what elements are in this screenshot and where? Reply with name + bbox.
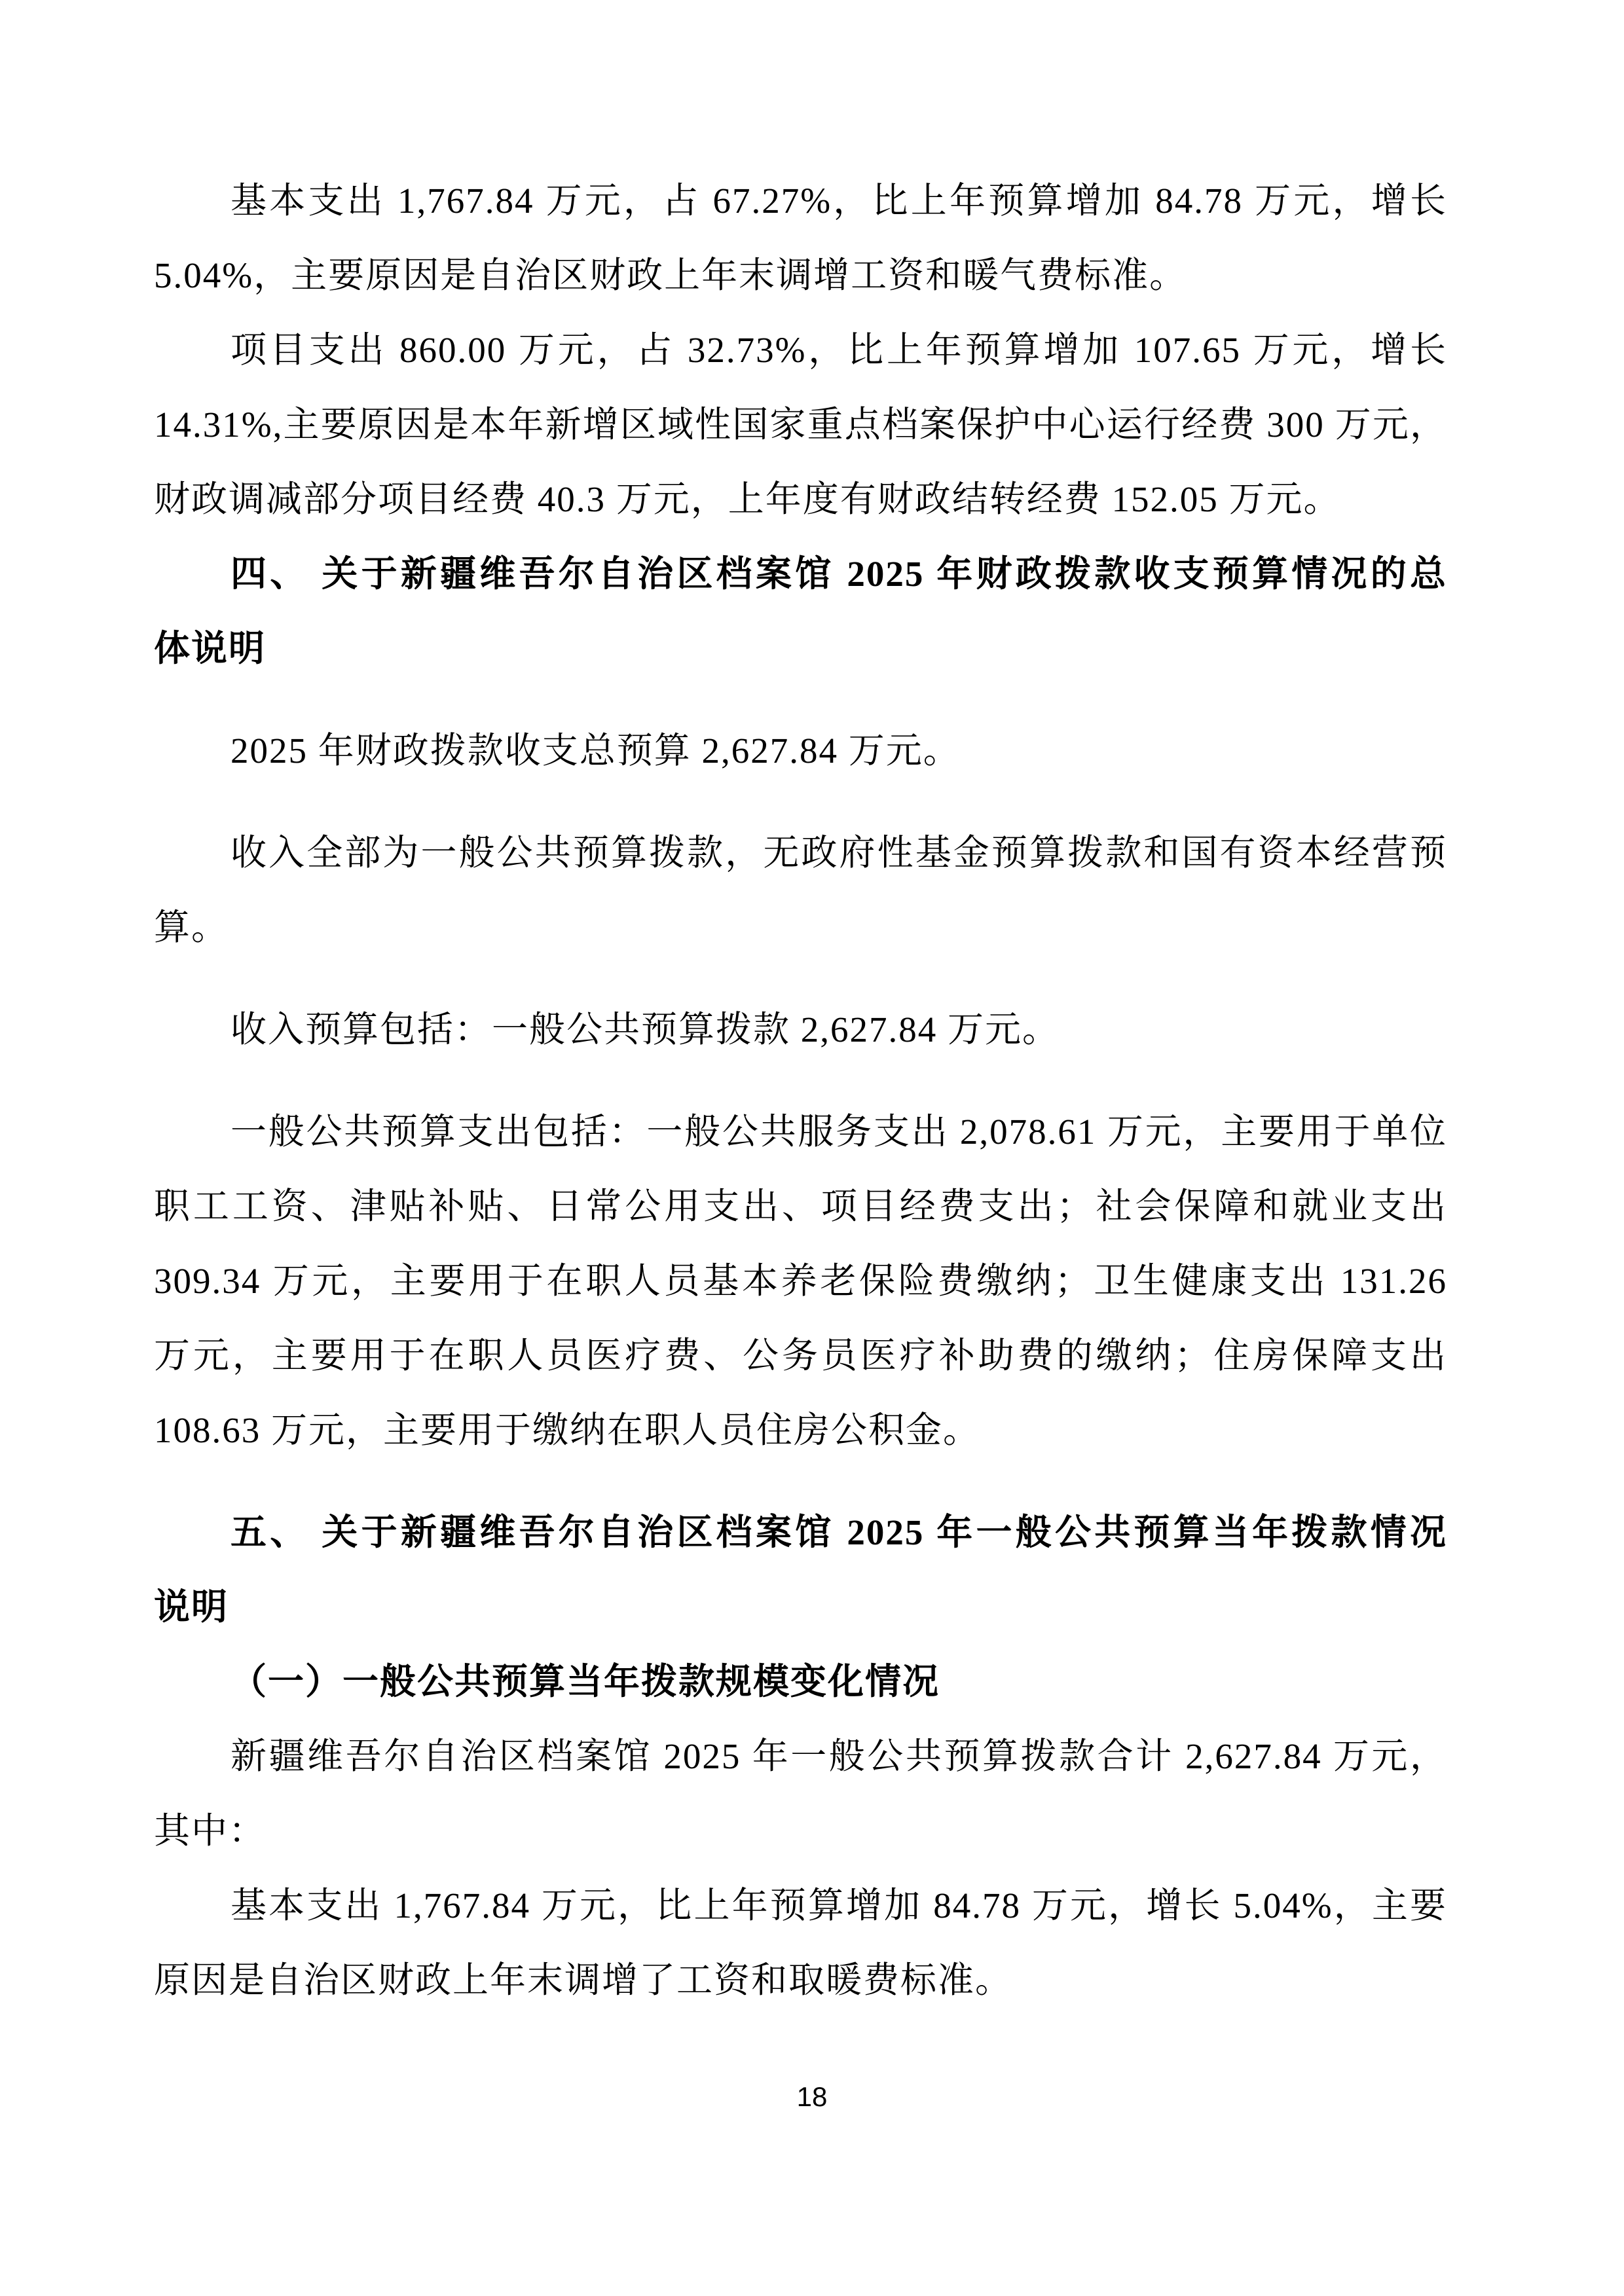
text-line: 职工工资、津贴补贴、日常公用支出、项目经费支出；社会保障和就业支出: [154, 1186, 1447, 1226]
heading-section-four: [154, 537, 1447, 686]
heading-line: 体说明: [154, 629, 267, 668]
para-income-source: [154, 816, 1447, 965]
text-line: 其中：: [154, 1811, 267, 1851]
text-line: 财政调减部分项目经费 40.3 万元，上年度有财政结转经费 152.05 万元。: [154, 479, 1341, 519]
heading-subsection-one: [154, 1645, 1447, 1719]
heading-line: （一）一般公共预算当年拨款规模变化情况: [231, 1662, 940, 1702]
para-basic-expense-change: [154, 1868, 1447, 2018]
heading-line: 四、 关于新疆维吾尔自治区档案馆 2025 年财政拨款收支预算情况的总: [231, 554, 1447, 594]
text-line: 309.34 万元，主要用于在职人员基本养老保险费缴纳；卫生健康支出 131.26: [154, 1261, 1447, 1301]
para-appropriation-total: [154, 1719, 1447, 1868]
page-number: 18: [796, 2081, 828, 2112]
para-income-budget: [154, 993, 1447, 1067]
text-line: 5.04%，主要原因是自治区财政上年末调增工资和暖气费标准。: [154, 255, 1187, 295]
text-line: 2025 年财政拨款收支总预算 2,627.84 万元。: [231, 731, 961, 771]
heading-line: 五、 关于新疆维吾尔自治区档案馆 2025 年一般公共预算当年拨款情况: [231, 1512, 1447, 1552]
text-line: 项目支出 860.00 万元，占 32.73%，比上年预算增加 107.65 万元，增长: [231, 330, 1447, 370]
text-line: 基本支出 1,767.84 万元，占 67.27%，比上年预算增加 84.78 万元，增长: [231, 181, 1447, 221]
text-line: 一般公共预算支出包括：一般公共服务支出 2,078.61 万元，主要用于单位: [231, 1112, 1447, 1152]
text-line: 原因是自治区财政上年末调增了工资和取暖费标准。: [154, 1960, 1013, 2000]
text-line: 算。: [154, 907, 229, 947]
para-basic-expense: [154, 164, 1447, 313]
text-line: 收入预算包括：一般公共预算拨款 2,627.84 万元。: [231, 1010, 1060, 1049]
text-line: 108.63 万元，主要用于缴纳在职人员住房公积金。: [154, 1410, 981, 1450]
document-body: [154, 164, 1447, 2018]
text-line: 收入全部为一般公共预算拨款，无政府性基金预算拨款和国有资本经营预: [231, 833, 1447, 873]
heading-section-five: [154, 1495, 1447, 1645]
text-line: 万元，主要用于在职人员医疗费、公务员医疗补助费的缴纳；住房保障支出: [154, 1336, 1447, 1376]
text-line: 新疆维吾尔自治区档案馆 2025 年一般公共预算拨款合计 2,627.84 万元，: [231, 1736, 1447, 1776]
text-line: 14.31%,主要原因是本年新增区域性国家重点档案保护中心运行经费 300 万元，: [154, 405, 1447, 445]
para-general-public-expense: [154, 1095, 1447, 1468]
text-line: 基本支出 1,767.84 万元，比上年预算增加 84.78 万元，增长 5.04%，主要: [231, 1886, 1447, 1925]
heading-line: 说明: [154, 1587, 229, 1627]
para-total-fiscal-budget: [154, 714, 1447, 788]
para-project-expense: [154, 313, 1447, 537]
